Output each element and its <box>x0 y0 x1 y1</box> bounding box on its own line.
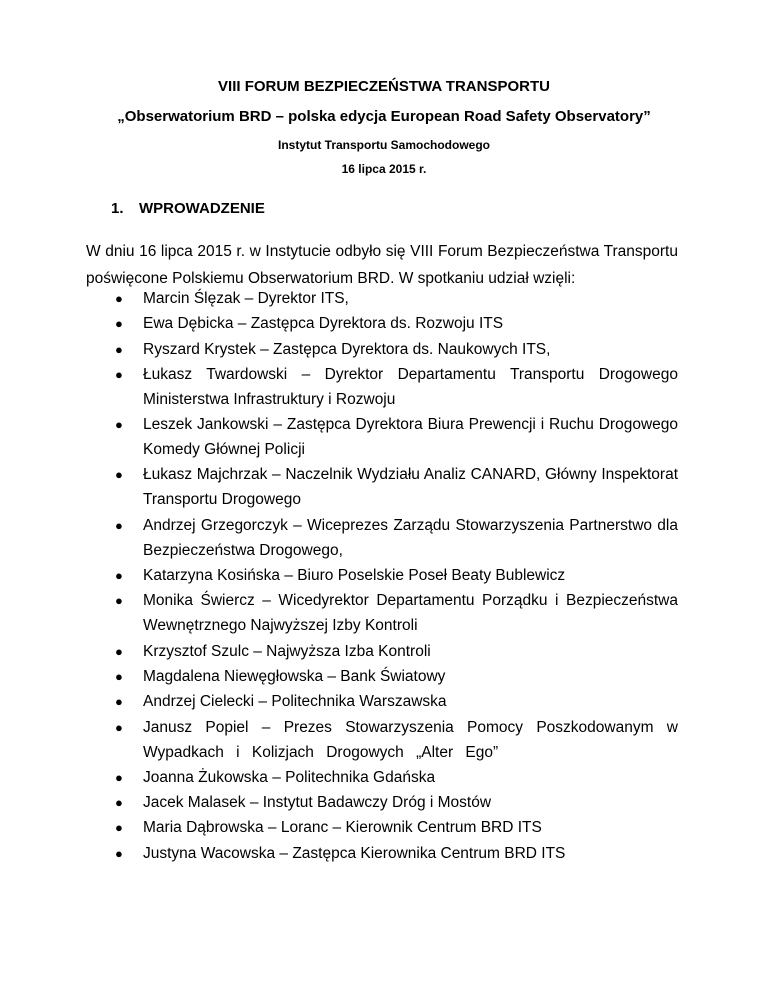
list-item <box>115 311 678 336</box>
document-header <box>0 78 768 176</box>
participant-text: Katarzyna Kosińska – Biuro Poselskie Poseł Beaty Bublewicz <box>143 567 566 585</box>
participant-text: Janusz Popiel – Prezes Stowarzyszenia Pomocy Poszkodowanym w Wypadkach i Kolizjach Drogowych „Alter Ego” <box>143 718 678 761</box>
bullet-icon: ● <box>115 517 123 533</box>
participant-text: Andrzej Grzegorczyk – Wiceprezes Zarządu Stowarzyszenia Partnerstwo dla Bezpieczeństwa Drogowego, <box>143 516 678 559</box>
list-item <box>115 639 678 664</box>
forum-subtitle: „Obserwatorium BRD – polska edycja European Road Safety Observatory” <box>117 108 651 125</box>
list-item <box>115 412 678 462</box>
bullet-icon: ● <box>115 719 123 735</box>
bullet-icon: ● <box>115 291 123 306</box>
list-item <box>115 362 678 412</box>
list-item <box>115 815 678 840</box>
institute-name: Instytut Transportu Samochodowego <box>277 138 490 152</box>
participant-text: Maria Dąbrowska – Loranc – Kierownik Centrum BRD ITS <box>143 819 542 837</box>
bullet-icon: ● <box>115 593 123 609</box>
participant-text: Krzysztof Szulc – Najwyższa Izba Kontroli <box>143 642 431 660</box>
bullet-icon: ● <box>115 694 123 710</box>
bullet-icon: ● <box>115 417 123 433</box>
participant-text: Monika Świercz – Wicedyrektor Departamentu Porządku i Bezpieczeństwa Wewnętrznego Najwyższej Izby Kontroli <box>143 592 678 635</box>
bullet-icon: ● <box>115 568 123 584</box>
section-heading <box>111 200 265 217</box>
participant-text: Ryszard Krystek – Zastępca Dyrektora ds. Naukowych ITS, <box>143 340 551 358</box>
list-item <box>115 286 678 311</box>
bullet-icon: ● <box>115 366 123 382</box>
participant-text: Łukasz Twardowski – Dyrektor Departamentu Transportu Drogowego Ministerstwa Infrastruktury i Rozwoju <box>143 365 678 408</box>
participant-text: Jacek Malasek – Instytut Badawczy Dróg i Mostów <box>143 794 492 812</box>
section-title: WPROWADZENIE <box>139 200 265 217</box>
list-item <box>115 462 678 512</box>
bullet-icon: ● <box>115 769 123 785</box>
list-item <box>115 664 678 689</box>
participant-text: Leszek Jankowski – Zastępca Dyrektora Biura Prewencji i Ruchu Drogowego Komedy Głównej Policji <box>143 416 678 459</box>
bullet-icon: ● <box>115 341 123 357</box>
bullet-icon: ● <box>115 668 123 684</box>
participant-text: Marcin Ślęzak – Dyrektor ITS, <box>143 290 349 307</box>
participant-text: Ewa Dębicka – Zastępca Dyrektora ds. Rozwoju ITS <box>143 315 504 333</box>
bullet-icon: ● <box>115 795 123 811</box>
intro-text: W dniu 16 lipca 2015 r. w Instytucie odbyło się VIII Forum Bezpieczeństwa Transportu poświęcone Polskiemu Obserwatorium BRD. W spotkaniu udział wzięli: <box>86 243 678 287</box>
section-number: 1. <box>111 200 124 217</box>
participant-text: Joanna Żukowska – Politechnika Gdańska <box>143 768 436 786</box>
list-item <box>115 588 678 638</box>
list-item <box>115 790 678 815</box>
bullet-icon: ● <box>115 316 123 332</box>
bullet-icon: ● <box>115 820 123 836</box>
bullet-icon: ● <box>115 467 123 483</box>
list-item <box>115 841 678 866</box>
forum-date: 16 lipca 2015 r. <box>341 162 427 176</box>
list-item <box>115 765 678 790</box>
bullet-icon: ● <box>115 845 123 861</box>
intro-paragraph <box>86 238 678 292</box>
bullet-icon: ● <box>115 643 123 659</box>
participants-list <box>115 286 678 866</box>
list-item <box>115 715 678 765</box>
participant-text: Łukasz Majchrzak – Naczelnik Wydziału Analiz CANARD, Główny Inspektorat Transportu Drogowego <box>143 466 678 509</box>
participant-text: Justyna Wacowska – Zastępca Kierownika Centrum BRD ITS <box>143 844 566 862</box>
list-item <box>115 513 678 563</box>
list-item <box>115 337 678 362</box>
forum-title: VIII FORUM BEZPIECZEŃSTWA TRANSPORTU <box>218 78 550 95</box>
participant-text: Magdalena Niewęgłowska – Bank Światowy <box>143 667 446 685</box>
list-item <box>115 689 678 714</box>
participant-text: Andrzej Cielecki – Politechnika Warszawska <box>143 693 447 711</box>
list-item <box>115 563 678 588</box>
